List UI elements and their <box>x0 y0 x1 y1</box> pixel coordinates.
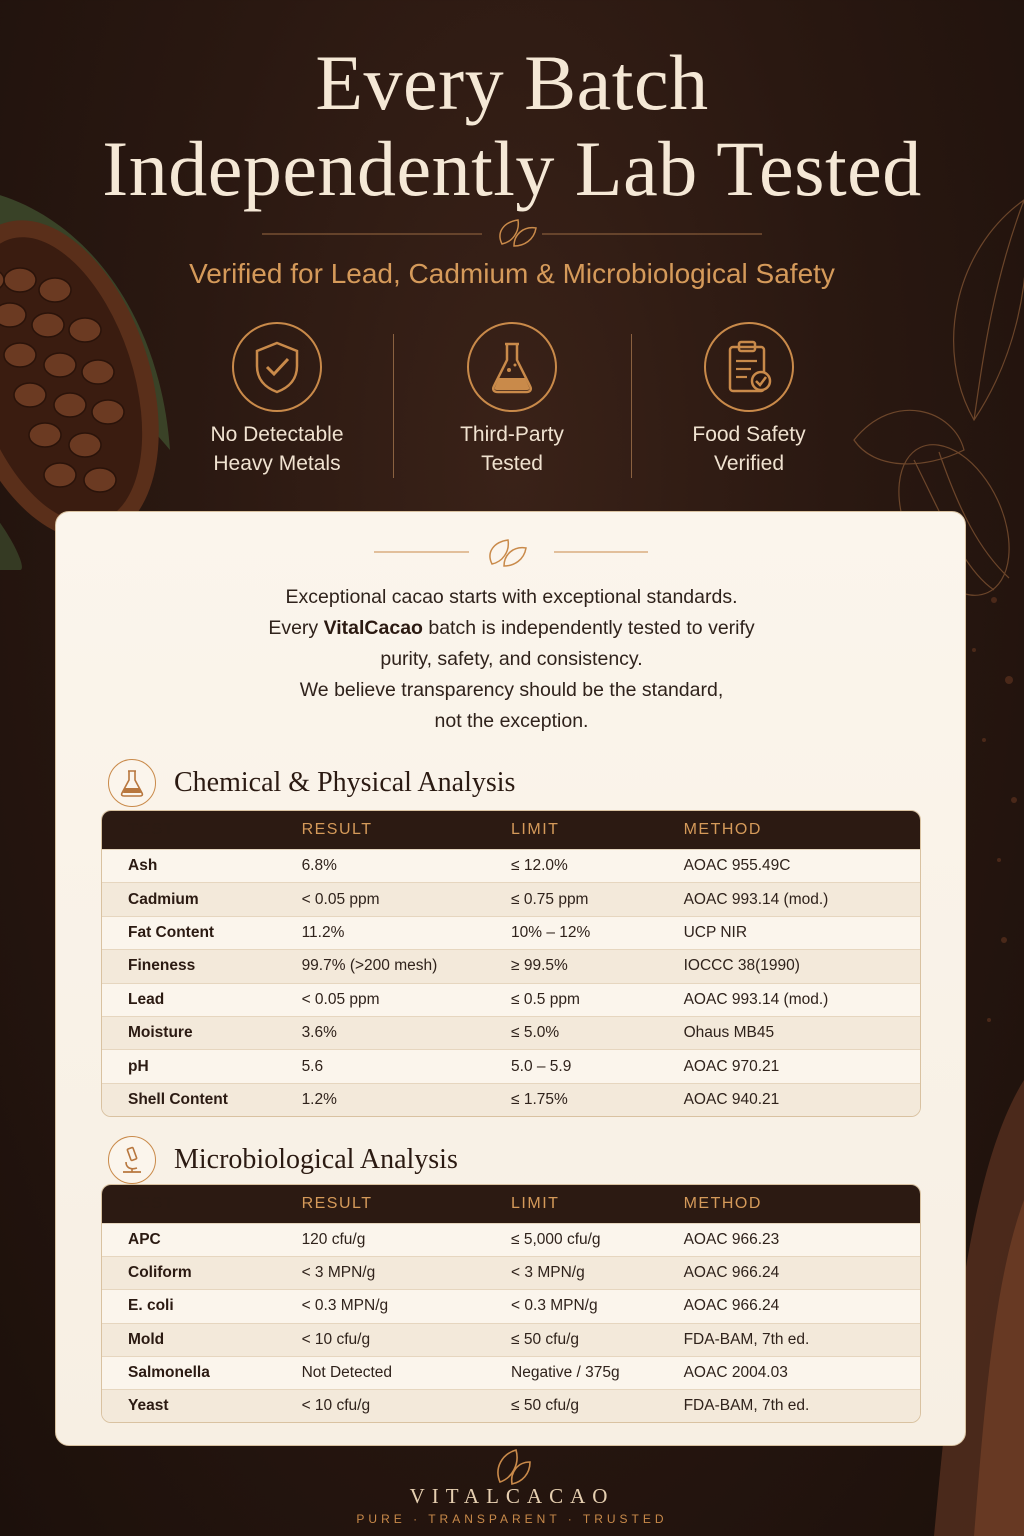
method-cell: AOAC 993.14 (mod.) <box>683 890 829 908</box>
result-cell: < 10 cfu/g <box>301 1397 371 1415</box>
badge-label-line1: Food Safety <box>692 423 806 446</box>
limit-cell: < 0.3 MPN/g <box>511 1297 598 1315</box>
table-header <box>102 811 920 849</box>
badge-label-line2: Verified <box>713 452 785 475</box>
chemical-table <box>101 810 921 1117</box>
method-cell: FDA-BAM, 7th ed. <box>683 1330 810 1348</box>
cacao-leaf-logo-icon <box>492 1446 532 1488</box>
result-cell: 3.6% <box>301 1024 337 1042</box>
test-cell: Fineness <box>128 957 196 975</box>
flask-icon <box>489 340 535 394</box>
method-cell: AOAC 966.23 <box>683 1231 780 1249</box>
result-cell: Not Detected <box>301 1363 393 1381</box>
table-row <box>102 882 920 915</box>
test-cell: Salmonella <box>128 1363 210 1381</box>
method-cell: IOCCC 38(1990) <box>683 957 800 975</box>
intro-line: purity, safety, and consistency. <box>380 648 643 670</box>
table-body <box>102 849 920 1116</box>
test-cell: pH <box>128 1057 149 1075</box>
page-title-line1: Every Batch <box>315 39 709 126</box>
table-row <box>102 1049 920 1082</box>
table-row <box>102 983 920 1016</box>
brand-name: VitalCacao <box>323 617 423 639</box>
limit-cell: 5.0 – 5.9 <box>511 1057 572 1075</box>
method-cell: AOAC 940.21 <box>683 1090 780 1108</box>
limit-cell: < 3 MPN/g <box>511 1264 585 1282</box>
method-cell: FDA-BAM, 7th ed. <box>683 1397 810 1415</box>
badge-food-safety <box>644 322 854 478</box>
intro-line: not the exception. <box>434 710 589 732</box>
badge-separator <box>393 334 394 478</box>
test-cell: Ash <box>128 857 158 875</box>
result-cell: 11.2% <box>301 923 345 941</box>
badge-label-line1: Third-Party <box>460 423 564 446</box>
limit-cell: ≤ 12.0% <box>511 857 568 875</box>
micro-table <box>101 1184 921 1423</box>
column-header: METHOD <box>683 1195 762 1212</box>
method-cell: AOAC 993.14 (mod.) <box>683 990 829 1008</box>
limit-cell: ≤ 0.75 ppm <box>511 890 589 908</box>
result-cell: 5.6 <box>301 1057 324 1075</box>
result-cell: 1.2% <box>301 1090 337 1108</box>
method-cell: UCP NIR <box>683 923 748 941</box>
column-header: LIMIT <box>511 821 560 838</box>
method-cell: AOAC 2004.03 <box>683 1363 788 1381</box>
table-header <box>102 1185 920 1223</box>
intro-text-span: batch is independently tested to verify <box>422 617 755 639</box>
column-header: RESULT <box>301 821 373 838</box>
intro-text-span: Every <box>268 617 324 639</box>
shield-check-icon <box>252 340 302 394</box>
footer-brand: VITALCACAO <box>409 1484 615 1508</box>
column-header: LIMIT <box>511 1195 560 1212</box>
section-title: Microbiological Analysis <box>174 1144 458 1175</box>
test-cell: Cadmium <box>128 890 199 908</box>
table-row <box>102 1389 920 1422</box>
table-row <box>102 1356 920 1389</box>
table-row <box>102 1016 920 1049</box>
column-header: RESULT <box>301 1195 373 1212</box>
page-title-line2: Independently Lab Tested <box>102 125 922 212</box>
microscope-icon <box>108 1136 156 1184</box>
test-cell: Coliform <box>128 1264 192 1282</box>
card-divider <box>374 532 648 572</box>
page-subtitle: Verified for Lead, Cadmium & Microbiological Safety <box>189 258 835 289</box>
table-row <box>102 1223 920 1256</box>
method-cell: Ohaus MB45 <box>683 1024 775 1042</box>
column-header: TEST <box>128 1195 175 1212</box>
test-cell: Lead <box>128 990 165 1008</box>
table-row <box>102 1289 920 1322</box>
result-cell: < 0.05 ppm <box>301 990 380 1008</box>
test-cell: Fat Content <box>128 923 215 941</box>
test-cell: E. coli <box>128 1297 174 1315</box>
footer-tagline: PURE · TRANSPARENT · TRUSTED <box>356 1512 668 1526</box>
table-row <box>102 1256 920 1289</box>
header-divider <box>262 214 762 254</box>
method-cell: AOAC 955.49C <box>683 857 791 875</box>
badge-label-line1: No Detectable <box>210 423 344 446</box>
section-title: Chemical & Physical Analysis <box>174 767 516 798</box>
result-cell: 6.8% <box>301 857 337 875</box>
limit-cell: 10% – 12% <box>511 923 591 941</box>
result-cell: 120 cfu/g <box>301 1231 366 1249</box>
result-cell: < 10 cfu/g <box>301 1330 371 1348</box>
badge-label-line2: Tested <box>481 452 543 475</box>
badge-third-party <box>407 322 617 478</box>
method-cell: AOAC 970.21 <box>683 1057 780 1075</box>
intro-line: We believe transparency should be the standard, <box>299 679 724 701</box>
chemical-section-header <box>108 759 515 807</box>
limit-cell: ≤ 5.0% <box>511 1024 560 1042</box>
limit-cell: ≤ 5,000 cfu/g <box>511 1231 601 1249</box>
test-cell: Moisture <box>128 1024 193 1042</box>
flask-icon <box>108 759 156 807</box>
badge-heavy-metals <box>172 322 382 478</box>
micro-section-header <box>108 1136 458 1184</box>
table-body <box>102 1223 920 1422</box>
test-cell: APC <box>128 1231 161 1249</box>
limit-cell: ≤ 1.75% <box>511 1090 568 1108</box>
intro-line <box>56 613 967 644</box>
table-row <box>102 949 920 982</box>
intro-text <box>56 582 967 737</box>
limit-cell: ≤ 50 cfu/g <box>511 1397 579 1415</box>
limit-cell: ≤ 0.5 ppm <box>511 990 580 1008</box>
intro-line: Exceptional cacao starts with exceptional standards. <box>285 586 738 608</box>
limit-cell: ≥ 99.5% <box>511 957 568 975</box>
badge-separator <box>631 334 632 478</box>
method-cell: AOAC 966.24 <box>683 1264 780 1282</box>
lab-results-card <box>55 511 966 1446</box>
column-header: TEST <box>128 821 175 838</box>
table-row <box>102 916 920 949</box>
result-cell: < 0.3 MPN/g <box>301 1297 389 1315</box>
table-row <box>102 849 920 882</box>
table-row <box>102 1323 920 1356</box>
test-cell: Yeast <box>128 1397 169 1415</box>
result-cell: 99.7% (>200 mesh) <box>301 957 438 975</box>
column-header: METHOD <box>683 821 762 838</box>
table-row <box>102 1083 920 1116</box>
result-cell: < 3 MPN/g <box>301 1264 376 1282</box>
result-cell: < 0.05 ppm <box>301 890 380 908</box>
test-cell: Mold <box>128 1330 165 1348</box>
badge-label-line2: Heavy Metals <box>213 452 341 475</box>
limit-cell: ≤ 50 cfu/g <box>511 1330 579 1348</box>
clipboard-check-icon <box>725 339 773 395</box>
test-cell: Shell Content <box>128 1090 228 1108</box>
method-cell: AOAC 966.24 <box>683 1297 780 1315</box>
limit-cell: Negative / 375g <box>511 1363 620 1381</box>
